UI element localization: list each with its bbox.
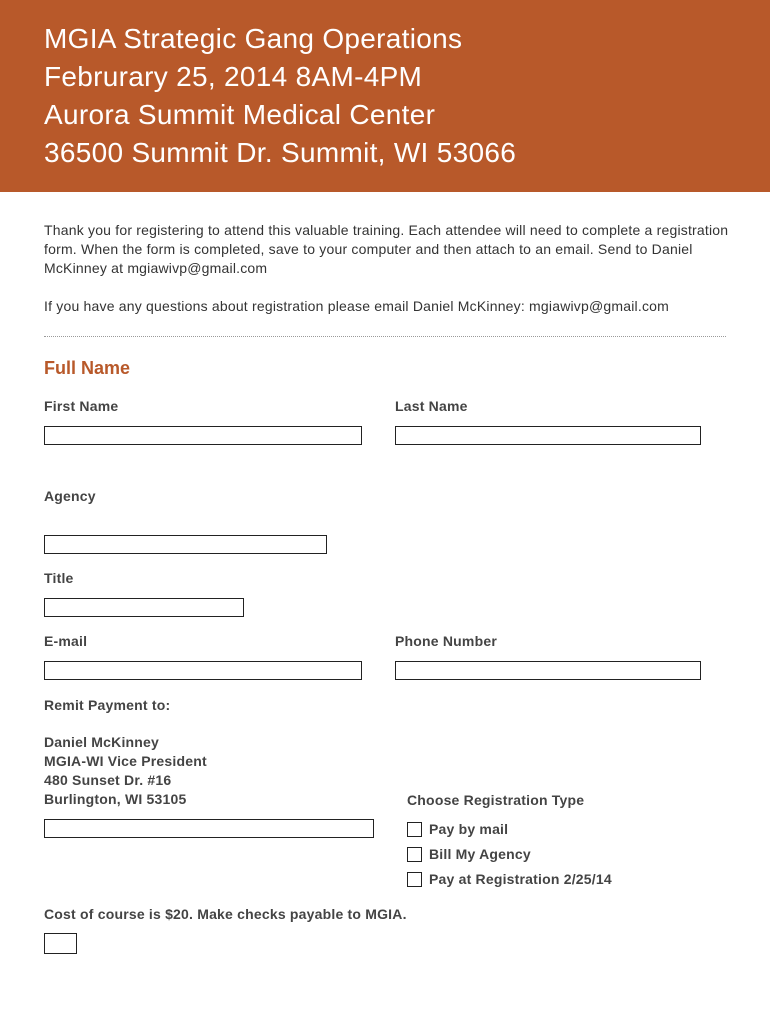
divider bbox=[44, 336, 726, 337]
agency-field[interactable] bbox=[44, 535, 327, 554]
questions-paragraph: If you have any questions about registration please email Daniel McKinney: mgiawivp@gmail.com bbox=[44, 298, 670, 314]
remit-position: MGIA-WI Vice President bbox=[44, 753, 207, 769]
email-label: E-mail bbox=[44, 633, 88, 649]
first-name-field[interactable] bbox=[44, 426, 362, 445]
remit-city: Burlington, WI 53105 bbox=[44, 791, 187, 807]
last-name-field[interactable] bbox=[395, 426, 701, 445]
bill-my-agency-label: Bill My Agency bbox=[429, 846, 531, 862]
cost-field[interactable] bbox=[44, 933, 77, 954]
intro-paragraph: Thank you for registering to attend this valuable training. Each attendee will need to complete a registration form. When the form is completed, save to your computer and then attach to an email. Send to Daniel McKinney at mgiawivp@gmail.com bbox=[44, 222, 729, 276]
remit-address bbox=[44, 733, 207, 809]
pay-by-mail-label: Pay by mail bbox=[429, 821, 509, 837]
cost-text: Cost of course is $20. Make checks payable to MGIA. bbox=[44, 906, 407, 922]
event-venue: Aurora Summit Medical Center bbox=[44, 99, 436, 130]
pay-by-mail-checkbox[interactable] bbox=[407, 822, 422, 837]
registration-type-label: Choose Registration Type bbox=[407, 792, 585, 808]
title-field[interactable] bbox=[44, 598, 244, 617]
bill-my-agency-checkbox[interactable] bbox=[407, 847, 422, 862]
pay-at-registration-checkbox[interactable] bbox=[407, 872, 422, 887]
remit-street: 480 Sunset Dr. #16 bbox=[44, 772, 172, 788]
pay-at-registration-label: Pay at Registration 2/25/14 bbox=[429, 871, 612, 887]
remit-name: Daniel McKinney bbox=[44, 734, 160, 750]
address-field[interactable] bbox=[44, 819, 374, 838]
phone-label: Phone Number bbox=[395, 633, 497, 649]
event-title: MGIA Strategic Gang Operations bbox=[44, 23, 463, 54]
header-banner bbox=[0, 0, 770, 192]
phone-field[interactable] bbox=[395, 661, 701, 680]
email-field[interactable] bbox=[44, 661, 362, 680]
section-title-full-name: Full Name bbox=[44, 358, 131, 378]
event-address: 36500 Summit Dr. Summit, WI 53066 bbox=[44, 137, 517, 168]
remit-payment-label: Remit Payment to: bbox=[44, 697, 171, 713]
agency-label: Agency bbox=[44, 488, 96, 504]
first-name-label: First Name bbox=[44, 398, 119, 414]
event-date: Februrary 25, 2014 8AM-4PM bbox=[44, 61, 423, 92]
title-label: Title bbox=[44, 570, 74, 586]
last-name-label: Last Name bbox=[395, 398, 468, 414]
